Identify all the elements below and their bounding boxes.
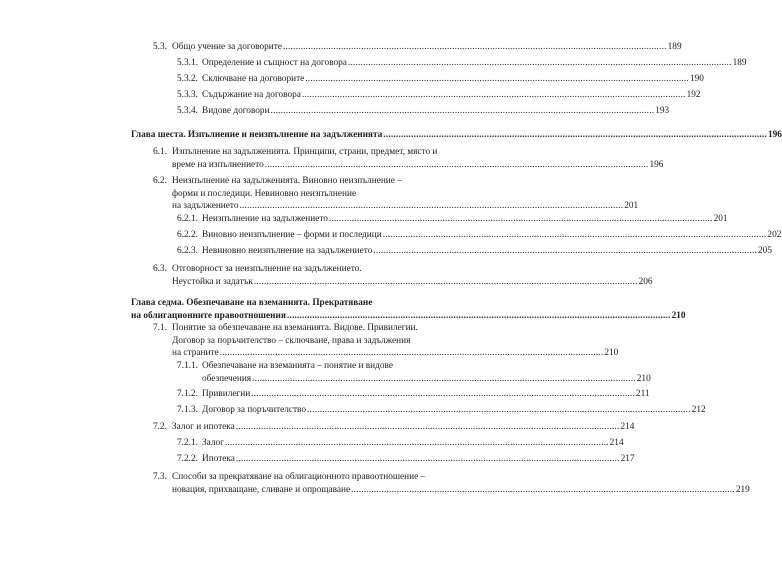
dot-leader: ........................................................................................................................................................: [264, 159, 649, 170]
dot-leader: ........................................................................................................................................................: [239, 201, 624, 212]
section-number: 6.1.: [153, 147, 167, 157]
section-title: на страните: [172, 348, 219, 359]
section-title: Сключване на договорите: [202, 74, 305, 84]
page-number: 211: [635, 389, 650, 399]
chapter-title: Глава шеста. Изпълнение и неизпълнение на задълженията: [131, 130, 383, 140]
dot-leader: ........................................................................................................................................................: [270, 106, 655, 116]
section-number: 6.3.: [153, 264, 167, 274]
toc-chapter-6[interactable]: [131, 129, 782, 142]
section-title: време на изпълнението: [172, 159, 264, 170]
toc-entry-6-3[interactable]: [153, 263, 653, 288]
toc-entry-6-2-2[interactable]: [177, 229, 782, 242]
page-number: 189: [732, 58, 747, 68]
toc-entry-6-2-3[interactable]: [177, 245, 772, 258]
section-title-line: форми и последици. Невиновно неизпълнение: [172, 188, 357, 199]
section-title: Виновно неизпълнение – форми и последици: [202, 230, 382, 240]
toc-entry-7-1-3[interactable]: [177, 404, 706, 417]
toc-entry-7-2-2[interactable]: [177, 453, 635, 466]
page-number: 210: [604, 348, 619, 359]
section-number: 5.3.2.: [177, 74, 198, 84]
dot-leader: ........................................................................................................................................................: [305, 74, 689, 84]
toc-entry-7-1[interactable]: [153, 322, 619, 360]
section-number: 7.1.2.: [177, 389, 198, 399]
dot-leader: ........................................................................................................................................................: [224, 438, 609, 448]
section-number: 7.2.: [153, 422, 167, 432]
section-title: Залог и ипотека: [172, 422, 235, 432]
section-title-line: Изпълнение на задълженията. Принципи, страни, предмет, място и: [172, 147, 438, 157]
page-number: 201: [713, 214, 728, 224]
section-title: Определение и същност на договора: [202, 58, 347, 68]
toc-entry-6-1[interactable]: [153, 146, 664, 171]
section-title: Неизпълнение на задължението: [202, 214, 328, 224]
section-title: Съдържание на договора: [202, 90, 301, 100]
page-number: 219: [735, 484, 750, 495]
section-title: Ипотека: [202, 454, 235, 464]
dot-leader: ........................................................................................................................................................: [373, 246, 758, 256]
section-number: 5.3.4.: [177, 106, 198, 116]
section-title: на задължението: [172, 201, 239, 212]
page-number: 214: [620, 422, 635, 432]
section-title: Общо учение за договорите: [172, 42, 282, 52]
toc-entry-7-1-2[interactable]: [177, 388, 650, 401]
page-number: 201: [624, 201, 639, 212]
page-number: 192: [686, 90, 701, 100]
section-number: 7.2.2.: [177, 454, 198, 464]
section-number: 7.2.1.: [177, 438, 198, 448]
toc-entry-5-3-2[interactable]: [177, 73, 704, 86]
section-number: 5.3.: [153, 42, 167, 52]
page-number: 206: [638, 276, 653, 287]
dot-leader: ........................................................................................................................................................: [301, 90, 686, 100]
section-number: 7.3.: [153, 472, 167, 482]
dot-leader: ........................................................................................................................................................: [219, 348, 604, 359]
toc-entry-5-3-1[interactable]: [177, 57, 747, 70]
section-number: 7.1.1.: [177, 361, 198, 371]
toc-entry-5-3[interactable]: [153, 41, 682, 54]
section-title-line: Способи за прекратяване на облигационното правоотношение –: [172, 472, 426, 482]
dot-leader: ........................................................................................................................................................: [286, 310, 671, 321]
section-title: Залог: [202, 438, 224, 448]
chapter-title-line: Глава седма. Обезпечаване на вземанията. Прекратяване: [131, 298, 373, 308]
page-number: 193: [655, 106, 670, 116]
section-title-line: Отговорност за неизпълнение на задължението.: [172, 264, 362, 274]
page-number: 210: [636, 373, 651, 384]
dot-leader: ........................................................................................................................................................: [382, 230, 767, 240]
dot-leader: ........................................................................................................................................................: [235, 454, 620, 464]
section-number: 7.1.: [153, 323, 167, 333]
toc-entry-5-3-4[interactable]: [177, 105, 670, 118]
section-title-line: Договор за поръчителство – сключване, права и задължения: [172, 335, 411, 346]
section-title: обезпечения: [202, 373, 252, 384]
section-title: Видове договори: [202, 106, 270, 116]
dot-leader: ........................................................................................................................................................: [252, 373, 636, 384]
toc-entry-7-2[interactable]: [153, 421, 635, 434]
section-number: 6.2.: [153, 176, 167, 186]
page-number: 189: [667, 42, 682, 52]
section-number: 6.2.2.: [177, 230, 198, 240]
toc-entry-5-3-3[interactable]: [177, 89, 701, 102]
dot-leader: ........................................................................................................................................................: [307, 405, 691, 415]
section-title: Договор за поръчителство: [202, 405, 307, 415]
chapter-title: на облигационните правоотношения: [131, 310, 286, 321]
toc-entry-7-1-1[interactable]: [177, 360, 651, 385]
toc-entry-6-2-1[interactable]: [177, 213, 728, 226]
section-title: новация, прихващане, сливане и опрощаване: [172, 484, 351, 495]
dot-leader: ........................................................................................................................................................: [347, 58, 732, 68]
section-title: Невиновно неизпълнение на задължението: [202, 246, 373, 256]
page-number: 205: [758, 246, 772, 256]
dot-leader: ........................................................................................................................................................: [351, 484, 735, 495]
section-number: 5.3.1.: [177, 58, 198, 68]
toc-entry-7-2-1[interactable]: [177, 437, 624, 450]
dot-leader: ........................................................................................................................................................: [253, 276, 638, 287]
dot-leader: ........................................................................................................................................................: [282, 42, 667, 52]
section-title-line: Неизпълнение на задълженията. Виновно неизпълнение –: [172, 176, 402, 186]
dot-leader: ........................................................................................................................................................: [251, 389, 635, 399]
section-number: 6.2.1.: [177, 214, 198, 224]
page-number: 217: [620, 454, 635, 464]
section-number: 5.3.3.: [177, 90, 198, 100]
page-number: 212: [691, 405, 706, 415]
page-number: 196: [649, 159, 664, 170]
section-title-line: Понятие за обезпечаване на вземанията. Видове. Привилегии.: [172, 323, 418, 333]
dot-leader: ........................................................................................................................................................: [383, 130, 767, 140]
page-number: 202: [767, 230, 782, 240]
page-number: 190: [689, 74, 704, 84]
section-title-line: Обезпечаване на вземанията – понятие и видове: [202, 361, 393, 371]
page-number: 214: [609, 438, 624, 448]
page-number: 210: [671, 310, 686, 321]
dot-leader: ........................................................................................................................................................: [328, 214, 713, 224]
section-number: 6.2.3.: [177, 246, 198, 256]
section-title: Неустойка и задатък: [172, 276, 253, 287]
section-title: Привилегии: [202, 389, 251, 399]
toc-entry-6-2[interactable]: [153, 175, 639, 213]
dot-leader: ........................................................................................................................................................: [235, 422, 620, 432]
toc-entry-7-3[interactable]: [153, 471, 750, 496]
toc-chapter-7[interactable]: [131, 297, 686, 322]
page-number: 196: [767, 130, 782, 140]
section-number: 7.1.3.: [177, 405, 198, 415]
